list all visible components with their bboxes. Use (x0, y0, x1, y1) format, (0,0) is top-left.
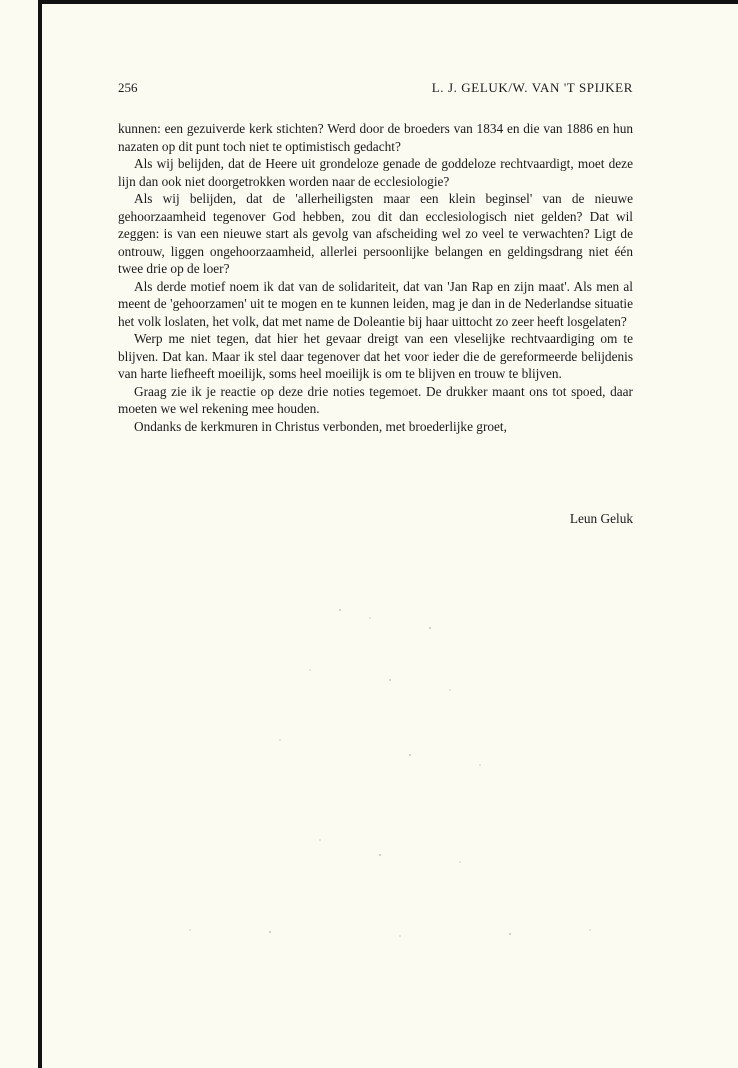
paragraph-3: Als wij belijden, dat de 'allerheiligsten maar een klein beginsel' van de nieuwe gehoorzaamheid tegenover God hebben, zou dit dan ecclesiologisch niet gelden? Dat wil zeggen: is van een nieuwe start als gevolg van afscheiding wel zo veel te verwachten? Ligt de ontrouw, liggen ongehoorzaamheid, allerlei persoonlijke belangen en geldingsdrang niet één twee drie op de loer? (118, 191, 633, 276)
paragraph-7: Ondanks de kerkmuren in Christus verbonden, met broederlijke groet, (134, 418, 507, 434)
body-text (118, 120, 633, 435)
paragraph-6: Graag zie ik je reactie op deze drie noties tegemoet. De drukker maant ons tot spoed, daar moeten we wel rekening mee houden. (118, 383, 633, 416)
signature: Leun Geluk (569, 511, 633, 526)
scan-speckles (130, 540, 650, 960)
paragraph-1: kunnen: een gezuiverde kerk stichten? Werd door de broeders van 1834 en die van 1886 en hun nazaten op dit punt toch niet te optimistisch gedacht? (118, 121, 633, 154)
paragraph-5: Werp me niet tegen, dat hier het gevaar dreigt van een vleselijke rechtvaardiging om te blijven. Dat kan. Maar ik stel daar tegenover dat het voor ieder die de gereformeerde belijdenis van harte liefheeft moeilijk, soms heel moeilijk is om te blijven en trouw te blijven. (118, 331, 633, 381)
page-number: 256 (118, 80, 138, 95)
paragraph-4: Als derde motief noem ik dat van de solidariteit, dat van 'Jan Rap en zijn maat'. Als men al meent de 'gehoorzamen' uit te mogen en te kunnen leiden, mag je dan in de Nederlandse situatie het volk loslaten, het volk, dat met name de Doleantie bij haar uittocht zo zeer heeft losgelaten? (118, 278, 633, 329)
running-title: L. J. GELUK/W. VAN 'T SPIJKER (431, 80, 633, 95)
scan-border-left (38, 0, 42, 1068)
paragraph-2: Als wij belijden, dat de Heere uit grondeloze genade de goddeloze rechtvaardigt, moet deze lijn dan ook niet doorgetrokken worden naar de ecclesiologie? (118, 156, 633, 189)
scan-border-top (38, 0, 738, 4)
running-header (118, 80, 633, 98)
